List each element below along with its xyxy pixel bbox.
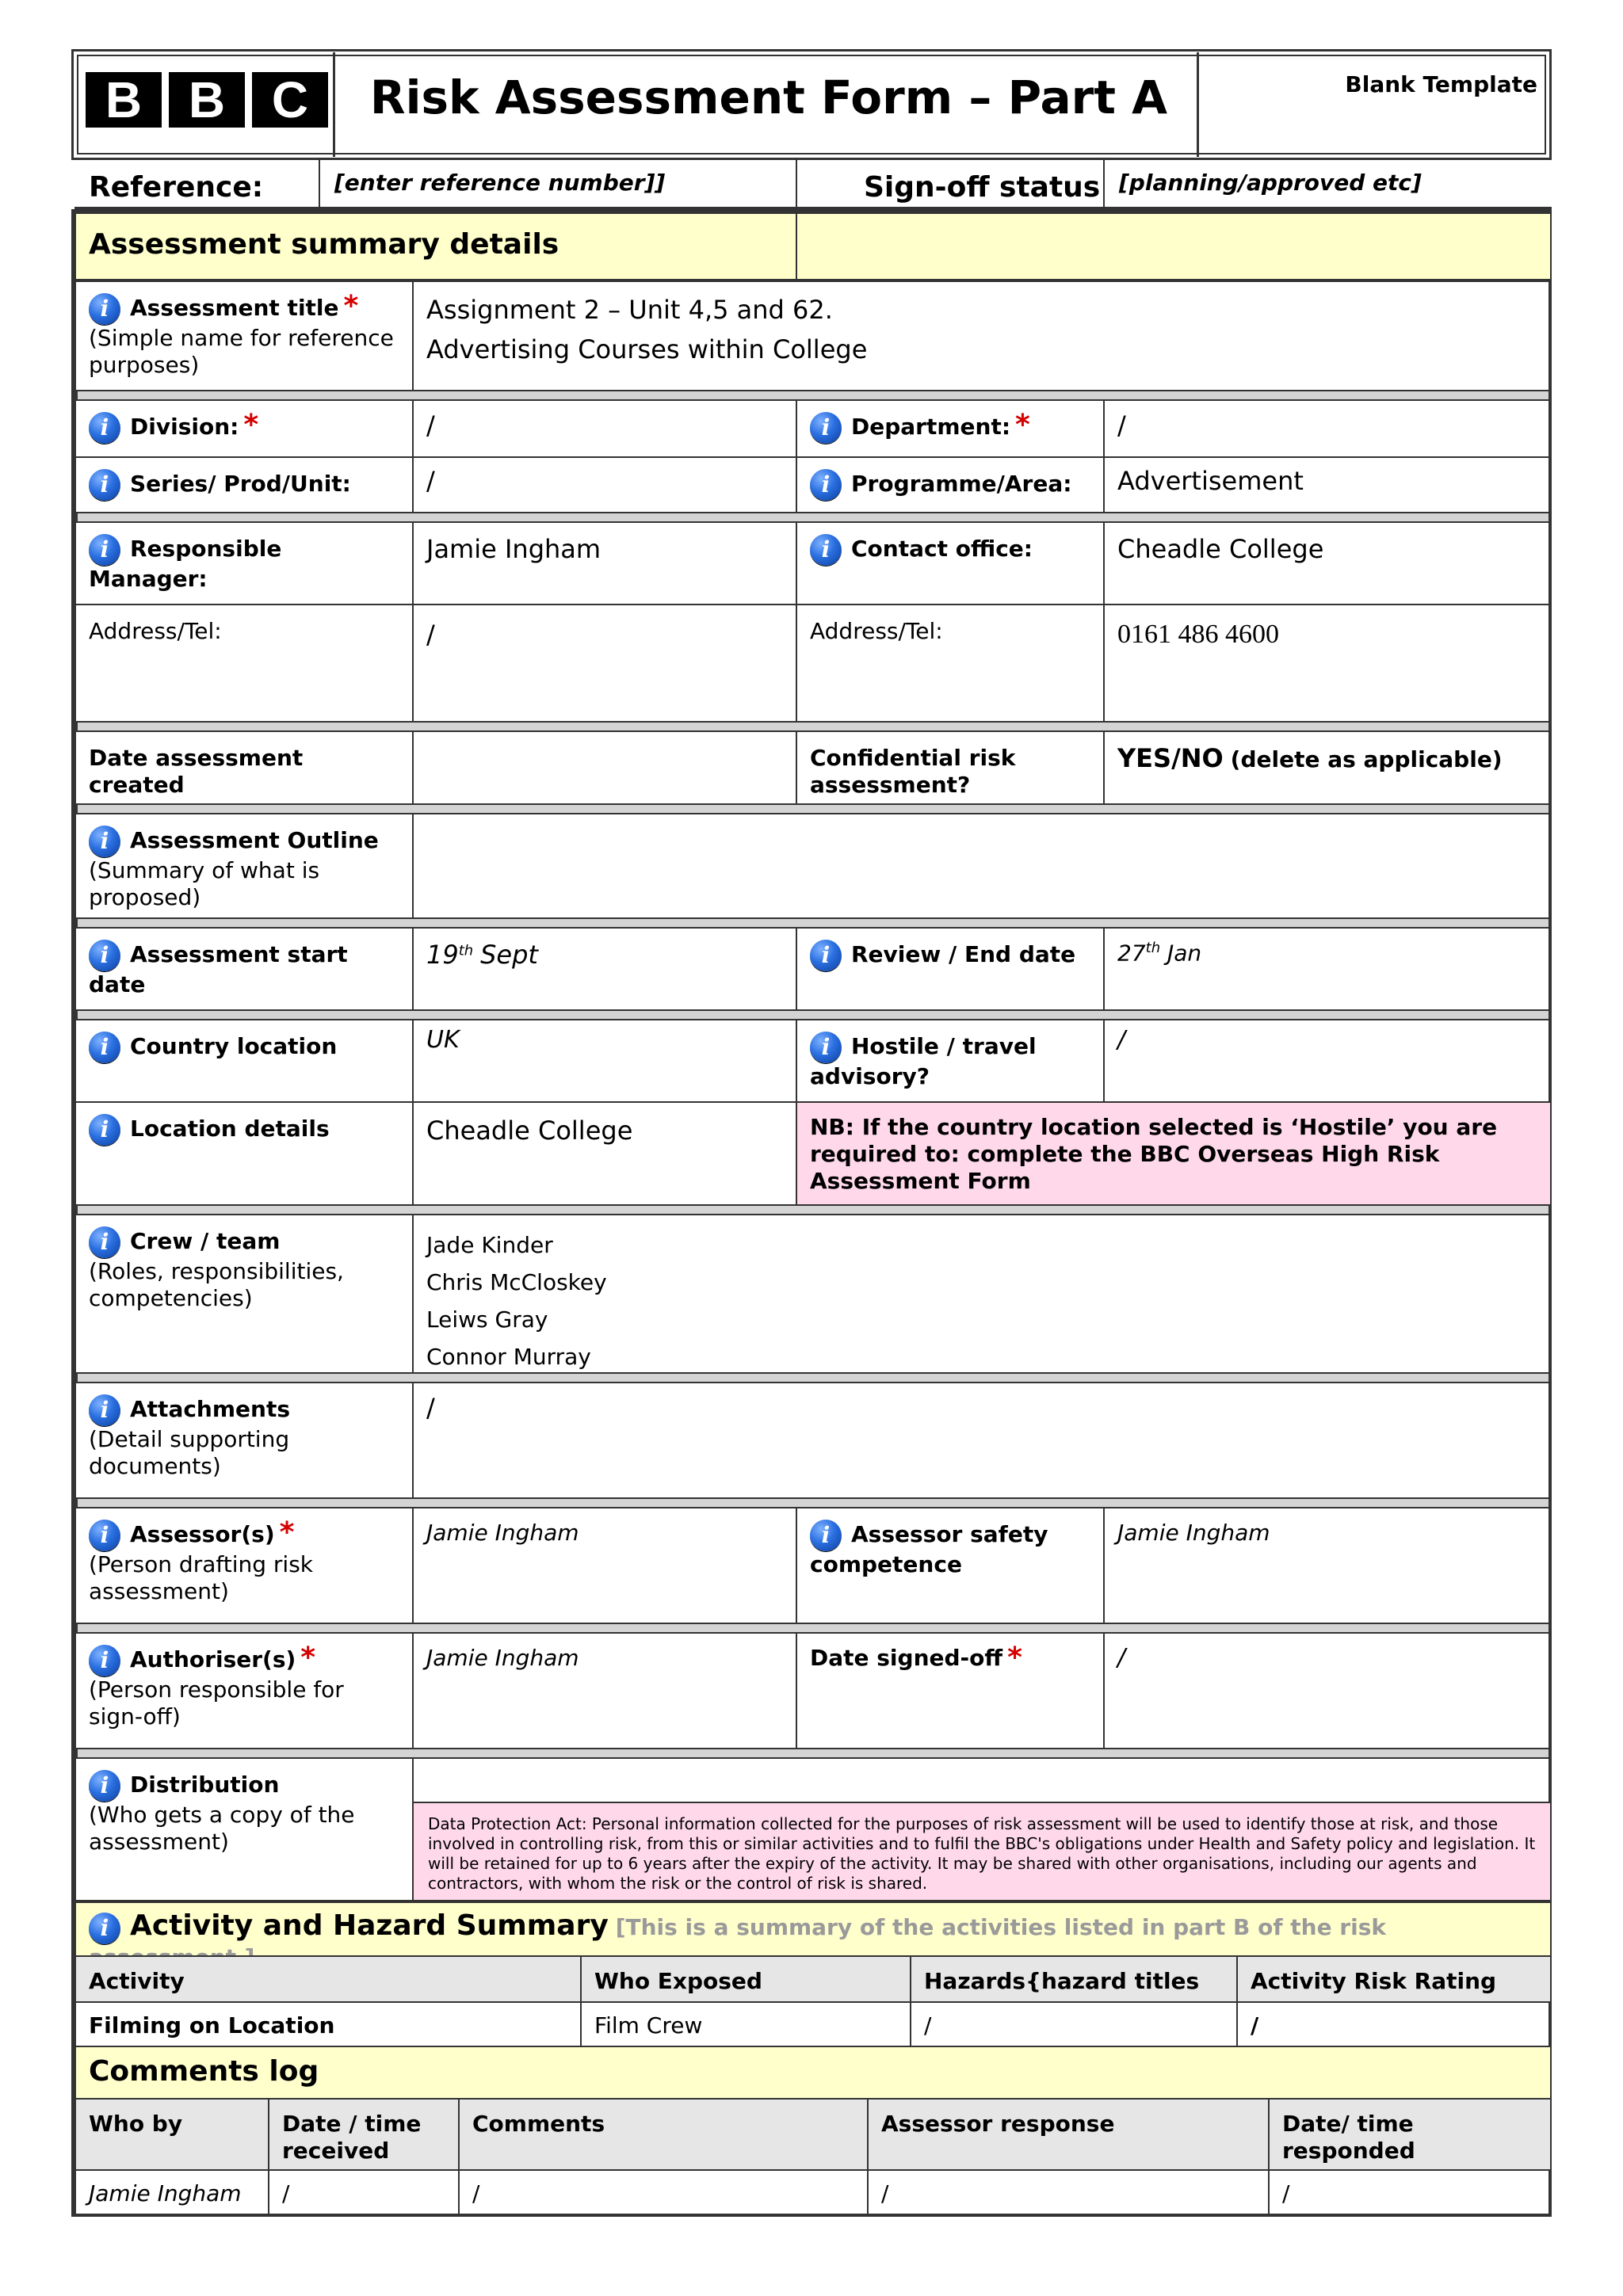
assessors-label-cell bbox=[74, 1507, 414, 1624]
end-date-label-cell bbox=[796, 927, 1105, 1011]
comments-col-header bbox=[458, 2098, 869, 2171]
info-icon[interactable]: i bbox=[89, 826, 120, 857]
summary-heading-cell bbox=[74, 212, 797, 280]
info-icon[interactable]: i bbox=[89, 1520, 120, 1551]
crew-member: Leiws Gray bbox=[426, 1306, 548, 1333]
who-exposed-col-header bbox=[580, 1955, 911, 2003]
activity-col-label: Activity bbox=[89, 1968, 185, 1994]
attachments-hint: (Detail supporting documents) bbox=[89, 1426, 290, 1479]
crew-hint: (Roles, responsibilities, competencies) bbox=[89, 1258, 344, 1311]
assessment-title-hint: (Simple name for reference purposes) bbox=[89, 325, 394, 378]
assessor-response-cell[interactable] bbox=[867, 2169, 1270, 2217]
comments-cell[interactable] bbox=[458, 2169, 869, 2217]
address-left-value: / bbox=[426, 620, 435, 650]
activity-col-header bbox=[74, 1955, 582, 2003]
crew-label-cell bbox=[74, 1214, 414, 1374]
series-value-cell[interactable] bbox=[412, 456, 797, 513]
attachments-label-cell bbox=[74, 1382, 414, 1499]
assessment-title-value-cell[interactable] bbox=[412, 280, 1552, 391]
who-by-col-header bbox=[74, 2098, 269, 2171]
division-label: Division: bbox=[130, 414, 239, 440]
address-left-label: Address/Tel: bbox=[89, 618, 222, 644]
info-icon[interactable]: i bbox=[89, 1394, 120, 1426]
outline-label: Assessment Outline bbox=[130, 827, 379, 853]
division-value: / bbox=[426, 410, 435, 441]
info-icon[interactable]: i bbox=[89, 412, 120, 444]
series-label: Series/ Prod/Unit: bbox=[130, 471, 351, 497]
hostile-nb-note bbox=[796, 1101, 1552, 1206]
programme-value: Advertisement bbox=[1117, 466, 1304, 496]
info-icon[interactable]: i bbox=[810, 469, 842, 501]
attachments-value-cell[interactable] bbox=[412, 1382, 1552, 1499]
info-icon[interactable]: i bbox=[810, 940, 842, 971]
assessor-response-col-label: Assessor response bbox=[881, 2111, 1115, 2137]
authorisers-hint: (Person responsible for sign-off) bbox=[89, 1676, 344, 1730]
risk-rating-col-label: Activity Risk Rating bbox=[1251, 1968, 1497, 1994]
who-by-col-label: Who by bbox=[89, 2111, 183, 2137]
signoff-value[interactable]: [planning/approved etc] bbox=[1119, 170, 1422, 196]
logo-letter-c: C bbox=[252, 72, 328, 128]
start-date-suffix: th bbox=[458, 942, 474, 959]
contact-office-value-cell[interactable] bbox=[1103, 521, 1552, 605]
date-created-label: Date assessment created bbox=[89, 745, 304, 798]
assessors-value-cell[interactable] bbox=[412, 1507, 797, 1624]
assessors-hint: (Person drafting risk assessment) bbox=[89, 1551, 313, 1604]
assessment-title-label-cell bbox=[74, 280, 414, 391]
date-created-value-cell[interactable] bbox=[412, 730, 797, 805]
attachments-value: / bbox=[426, 1393, 435, 1423]
manager-label: Responsible Manager: bbox=[89, 536, 282, 592]
date-received-col-header bbox=[268, 2098, 460, 2171]
start-date-value-cell[interactable] bbox=[412, 927, 797, 1011]
crew-label: Crew / team bbox=[130, 1228, 281, 1254]
info-icon[interactable]: i bbox=[89, 534, 120, 566]
country-label: Country location bbox=[130, 1033, 338, 1059]
division-value-cell[interactable] bbox=[412, 399, 797, 458]
crew-value-cell[interactable] bbox=[412, 1214, 1552, 1374]
confidential-label: Confidential risk assessment? bbox=[810, 745, 1016, 798]
hostile-value-cell[interactable] bbox=[1103, 1019, 1552, 1103]
outline-value-cell[interactable] bbox=[412, 813, 1552, 919]
crew-member: Chris McCloskey bbox=[426, 1269, 607, 1295]
location-label: Location details bbox=[130, 1116, 330, 1142]
bbc-logo bbox=[86, 72, 335, 129]
logo-letter-b2: B bbox=[169, 72, 245, 128]
hostile-label-cell bbox=[796, 1019, 1105, 1103]
summary-heading: Assessment summary details bbox=[89, 228, 559, 261]
who-exposed-cell[interactable] bbox=[580, 2001, 911, 2047]
date-signed-value-cell[interactable] bbox=[1103, 1632, 1552, 1749]
data-protection-notice bbox=[412, 1802, 1552, 1901]
start-date-month: Sept bbox=[480, 940, 538, 970]
end-date-value-cell[interactable] bbox=[1103, 927, 1552, 1011]
crew-member: Jade Kinder bbox=[426, 1232, 553, 1258]
series-value: / bbox=[426, 466, 435, 496]
info-icon[interactable]: i bbox=[810, 534, 842, 566]
authorisers-label: Authoriser(s) bbox=[130, 1646, 296, 1672]
info-icon[interactable]: i bbox=[810, 1520, 842, 1551]
address-right-value: 0161 486 4600 bbox=[1117, 620, 1279, 649]
date-signed-label-cell bbox=[796, 1632, 1105, 1749]
contact-office-value: Cheadle College bbox=[1117, 534, 1324, 564]
info-icon[interactable]: i bbox=[89, 940, 120, 971]
signoff-label: Sign-off status bbox=[864, 171, 1101, 204]
crew-member: Connor Murray bbox=[426, 1344, 591, 1370]
manager-value: Jamie Ingham bbox=[426, 534, 601, 564]
data-protection-text: Data Protection Act: Personal information collected for the purposes of risk assessment will be used to identify those at risk, and those involved in controlling risk, from this or similar activities and to fulfil the BBC's obligations under Health and Safety policy and legislation. It will be retained for up to 6 years after the expiry of the activity. It may be shared with other organisations, including our agents and contractors, with whom the risk or the control of risk is shared. bbox=[428, 1814, 1536, 1893]
risk-rating-value: / bbox=[1251, 2012, 1259, 2039]
confidential-label-cell bbox=[796, 730, 1105, 805]
authorisers-label-cell bbox=[74, 1632, 414, 1749]
distribution-value-cell[interactable] bbox=[412, 1757, 1552, 1803]
programme-label: Programme/Area: bbox=[851, 471, 1072, 497]
end-date-suffix: th bbox=[1145, 940, 1161, 956]
manager-label-cell bbox=[74, 521, 414, 605]
hostile-value: / bbox=[1117, 1026, 1126, 1054]
logo-letter-b1: B bbox=[86, 72, 162, 128]
assessors-label: Assessor(s) bbox=[130, 1521, 275, 1547]
assessment-title-label: Assessment title bbox=[130, 295, 339, 321]
end-date-day: 27 bbox=[1117, 940, 1146, 967]
hostile-label: Hostile / travel advisory? bbox=[810, 1033, 1037, 1089]
assessors-value: Jamie Ingham bbox=[426, 1520, 579, 1546]
comments-value: / bbox=[472, 2180, 480, 2206]
address-right-label: Address/Tel: bbox=[810, 618, 943, 644]
end-date-label: Review / End date bbox=[851, 941, 1076, 967]
who-by-cell[interactable] bbox=[74, 2169, 269, 2217]
info-icon[interactable]: i bbox=[810, 1032, 842, 1063]
assessor-response-col-header bbox=[867, 2098, 1270, 2171]
department-label: Department: bbox=[851, 414, 1011, 440]
hazards-cell[interactable] bbox=[910, 2001, 1238, 2047]
address-right-value-cell[interactable] bbox=[1103, 604, 1552, 723]
required-asterisk: * bbox=[243, 409, 259, 441]
department-value: / bbox=[1117, 410, 1126, 441]
competence-label-cell bbox=[796, 1507, 1105, 1624]
address-left-value-cell[interactable] bbox=[412, 604, 797, 723]
date-responded-cell[interactable] bbox=[1268, 2169, 1552, 2217]
country-value: UK bbox=[426, 1026, 460, 1054]
location-value: Cheadle College bbox=[426, 1116, 633, 1146]
confidential-value-cell[interactable] bbox=[1103, 730, 1552, 805]
hazards-value: / bbox=[924, 2012, 932, 2039]
series-label-cell bbox=[74, 456, 414, 513]
division-label-cell bbox=[74, 399, 414, 458]
address-right-label-cell bbox=[796, 604, 1105, 723]
info-icon[interactable]: i bbox=[89, 293, 120, 325]
info-icon[interactable]: i bbox=[810, 412, 842, 444]
confidential-choice: YES/NO bbox=[1117, 743, 1224, 773]
authorisers-value: Jamie Ingham bbox=[426, 1645, 579, 1671]
date-responded-col-label: Date/ time responded bbox=[1282, 2111, 1415, 2164]
required-asterisk: * bbox=[343, 290, 359, 322]
end-date-month: Jan bbox=[1167, 940, 1202, 967]
authorisers-value-cell[interactable] bbox=[412, 1632, 797, 1749]
risk-rating-cell[interactable] bbox=[1236, 2001, 1552, 2047]
activity-summary-heading: Activity and Hazard Summary bbox=[130, 1909, 609, 1942]
date-responded-col-header bbox=[1268, 2098, 1552, 2171]
date-responded-value: / bbox=[1282, 2180, 1290, 2206]
date-received-col-label: Date / time received bbox=[282, 2111, 422, 2164]
location-label-cell bbox=[74, 1101, 414, 1206]
competence-value: Jamie Ingham bbox=[1117, 1520, 1270, 1546]
start-date-day: 19 bbox=[426, 940, 459, 970]
start-date-label-cell bbox=[74, 927, 414, 1011]
distribution-label: Distribution bbox=[130, 1772, 280, 1798]
activity-summary-note: [This is a summary of the activities listed in part B of the risk bbox=[615, 1914, 1386, 1940]
risk-rating-col-header bbox=[1236, 1955, 1552, 2003]
date-received-value: / bbox=[282, 2180, 290, 2206]
who-exposed-value: Film Crew bbox=[594, 2012, 703, 2039]
hazards-col-label: Hazards{hazard titles bbox=[924, 1968, 1200, 1994]
info-icon[interactable]: i bbox=[89, 1913, 120, 1944]
country-value-cell[interactable] bbox=[412, 1019, 797, 1103]
location-value-cell[interactable] bbox=[412, 1101, 797, 1206]
required-asterisk: * bbox=[1015, 409, 1030, 441]
comments-log-heading-cell bbox=[74, 2046, 1552, 2100]
confidential-note: (delete as applicable) bbox=[1230, 746, 1503, 772]
hazards-col-header bbox=[910, 1955, 1238, 2003]
template-label: Blank Template bbox=[1345, 71, 1537, 97]
assessor-response-value: / bbox=[881, 2180, 889, 2206]
programme-label-cell bbox=[796, 456, 1105, 513]
start-date-label: Assessment start date bbox=[89, 941, 348, 997]
distribution-hint: (Who gets a copy of the assessment) bbox=[89, 1802, 355, 1855]
contact-office-label-cell bbox=[796, 521, 1105, 605]
activity-summary-heading-cell bbox=[74, 1901, 1552, 1957]
distribution-label-cell bbox=[74, 1757, 414, 1901]
info-icon[interactable]: i bbox=[89, 469, 120, 501]
who-exposed-col-label: Who Exposed bbox=[594, 1968, 762, 1994]
comments-col-label: Comments bbox=[472, 2111, 605, 2137]
assessment-title-line1: Assignment 2 – Unit 4,5 and 62. bbox=[426, 295, 833, 325]
manager-value-cell[interactable] bbox=[412, 521, 797, 605]
required-asterisk: * bbox=[1007, 1642, 1022, 1674]
address-left-label-cell bbox=[74, 604, 414, 723]
summary-heading-blank bbox=[796, 212, 1552, 280]
reference-label: Reference: bbox=[89, 171, 264, 204]
info-icon[interactable]: i bbox=[89, 1032, 120, 1063]
attachments-label: Attachments bbox=[130, 1396, 291, 1422]
outline-label-cell bbox=[74, 813, 414, 919]
outline-hint: (Summary of what is proposed) bbox=[89, 857, 320, 910]
form-title: Risk Assessment Form – Part A bbox=[369, 71, 1168, 124]
competence-label: Assessor safety competence bbox=[810, 1521, 1048, 1577]
date-received-cell[interactable] bbox=[268, 2169, 460, 2217]
reference-value[interactable]: [enter reference number]] bbox=[334, 170, 666, 196]
date-signed-value: / bbox=[1117, 1644, 1126, 1672]
comments-log-heading: Comments log bbox=[89, 2055, 319, 2088]
department-value-cell[interactable] bbox=[1103, 399, 1552, 458]
hostile-nb-text: NB: If the country location selected is ‘Hostile’ you are required to: complete the BBC Overseas High Risk Assessment Form bbox=[810, 1114, 1498, 1194]
contact-office-label: Contact office: bbox=[851, 536, 1033, 562]
country-label-cell bbox=[74, 1019, 414, 1103]
assessment-title-line2: Advertising Courses within College bbox=[426, 334, 868, 364]
who-by-value: Jamie Ingham bbox=[89, 2180, 242, 2206]
competence-value-cell[interactable] bbox=[1103, 1507, 1552, 1624]
date-signed-label: Date signed-off bbox=[810, 1645, 1003, 1671]
activity-value: Filming on Location bbox=[89, 2012, 335, 2039]
activity-cell[interactable] bbox=[74, 2001, 582, 2047]
required-asterisk: * bbox=[279, 1516, 295, 1549]
programme-value-cell[interactable] bbox=[1103, 456, 1552, 513]
info-icon[interactable]: i bbox=[89, 1770, 120, 1802]
info-icon[interactable]: i bbox=[89, 1226, 120, 1258]
info-icon[interactable]: i bbox=[89, 1645, 120, 1676]
required-asterisk: * bbox=[300, 1642, 316, 1674]
department-label-cell bbox=[796, 399, 1105, 458]
date-created-label-cell bbox=[74, 730, 414, 805]
info-icon[interactable]: i bbox=[89, 1114, 120, 1146]
